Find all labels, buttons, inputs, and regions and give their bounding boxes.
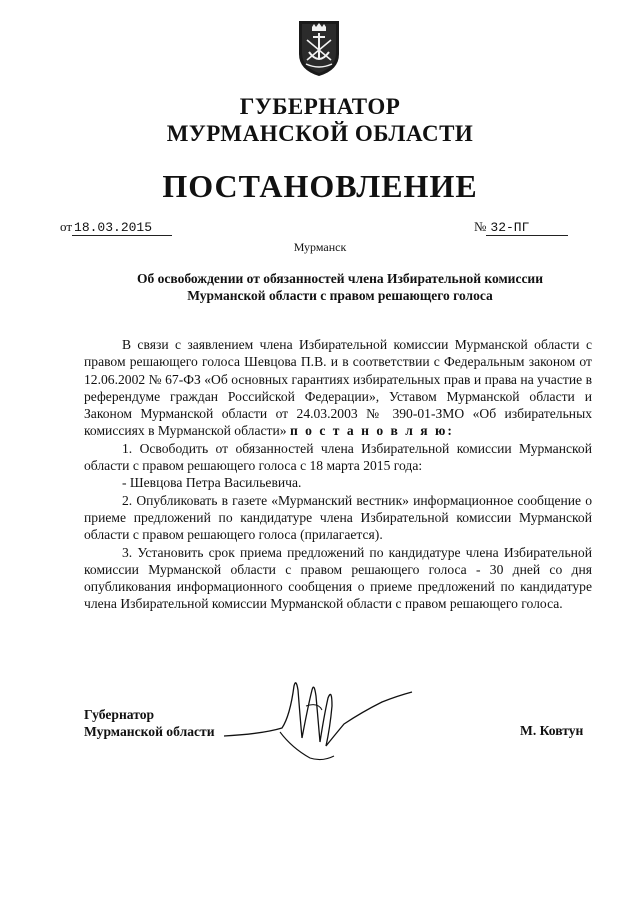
- item-1: 1. Освободить от обязанностей члена Избирательной комиссии Мурманской области с правом решающего голоса с 18 марта 2015 года:: [84, 440, 592, 474]
- date-value: 18.03.2015: [72, 221, 172, 236]
- subject-line1: Об освобождении от обязанностей члена Избирательной комиссии: [137, 271, 543, 286]
- preamble-text: В связи с заявлением члена Избирательной комиссии Мурманской области с правом решающего голоса Шевцова П.В. и в соответствии с Федеральным законом от 12.06.2002 № 67-ФЗ «Об основных гарантиях избирательных прав и права на участие в референдуме граждан Российской Федерации», Уставом Мурманской области и Законом Мурманской области от 24.03.2003 № 390-01-ЗМО «Об избирательных комиссиях в Мурманской области»: [84, 337, 592, 439]
- coat-of-arms-icon: [296, 18, 342, 78]
- position-line1: Губернатор: [84, 707, 155, 722]
- document-date: [60, 219, 172, 236]
- signature-icon: [222, 676, 422, 768]
- item-3: 3. Установить срок приема предложений по кандидатуре члена Избирательной комиссии Мурманской области с правом решающего голоса - 30 дней со дня опубликования информационного сообщения о приеме предложений по кандидатуре члена Избирательной комиссии Мурманской области с правом решающего голоса.: [84, 544, 592, 612]
- signatory-position: [84, 706, 215, 740]
- preamble-paragraph: [84, 336, 592, 440]
- subject-line2: Мурманской области с правом решающего голоса: [187, 288, 493, 303]
- date-prefix: от: [60, 219, 73, 234]
- issuer-title-line2: МУРМАНСКОЙ ОБЛАСТИ: [166, 121, 474, 146]
- number-prefix: №: [474, 219, 487, 234]
- position-line2: Мурманской области: [84, 724, 215, 739]
- document-subject: [100, 270, 580, 304]
- city: Мурманск: [293, 240, 347, 254]
- document-body: [84, 336, 592, 613]
- item-1-person: - Шевцова Петра Васильевича.: [122, 475, 302, 491]
- document-number: [474, 219, 568, 236]
- item-2: 2. Опубликовать в газете «Мурманский вестник» информационное сообщение о приеме предложений по кандидатуре члена Избирательной комиссии Мурманской области с правом решающего голоса (прилагается).: [84, 492, 592, 543]
- issuer-title-line1: ГУБЕРНАТОР: [239, 94, 401, 119]
- signatory-name: М. Ковтун: [520, 723, 584, 738]
- resolve-word: п о с т а н о в л я ю:: [289, 423, 454, 439]
- number-value: 32-ПГ: [486, 221, 568, 236]
- document-type: ПОСТАНОВЛЕНИЕ: [162, 168, 478, 204]
